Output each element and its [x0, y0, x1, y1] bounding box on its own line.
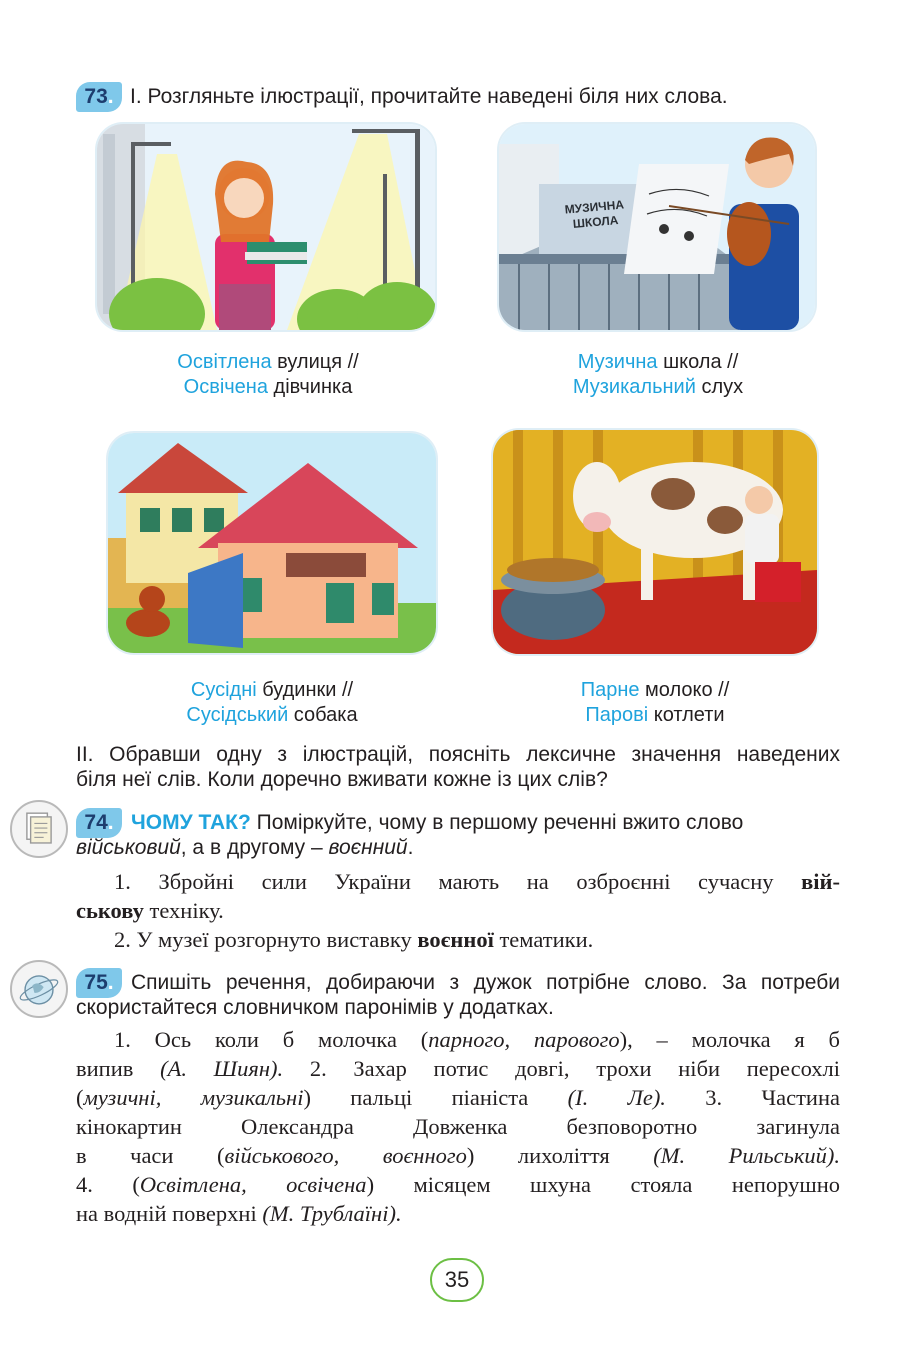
exercise-73-part2-line2: біля неї слів. Коли доречно вживати кожне із цих слів?: [76, 768, 608, 791]
caption-street: Освітлена вулиця // Освічена дівчинка: [177, 351, 359, 398]
exercise-74-number: 74.: [76, 808, 122, 838]
exercise-75-instruction-line1: Спишіть речення, добираючи з дужок потрібне слово. За потреби: [131, 971, 840, 994]
caption-music: Музична школа // Музикальний слух: [572, 351, 744, 398]
caption-houses: Сусідні будинки // Сусідський собака: [186, 679, 358, 726]
caption-milk: Парне молоко // Парові котлети: [580, 679, 730, 726]
exercise-73-part2-line1: II. Обравши одну з ілюстрацій, поясніть лексичне значення наведених: [76, 743, 840, 766]
exercise-74-instruction-line2: військовий, а в другому – воєнний.: [76, 836, 414, 859]
notes-icon: [10, 800, 68, 858]
illustration-neighbor-houses: [108, 433, 436, 653]
page-number: 35: [430, 1258, 484, 1302]
illustration-music-school: [499, 124, 815, 330]
exercise-74-instruction-line1: ЧОМУ ТАК? Поміркуйте, чому в першому реченні вжито слово: [131, 811, 744, 834]
exercise-73-instruction: I. Розгляньте ілюстрації, прочитайте наведені біля них слова.: [130, 85, 728, 108]
exercise-75-instruction-line2: скористайтеся словничком паронімів у додатках.: [76, 996, 554, 1019]
music-school-sign: МУЗИЧНА ШКОЛА: [564, 197, 625, 231]
illustration-cow-milk: [493, 430, 817, 654]
exercise-75-text: 1. Ось коли б молочка (парного, парового), – молочка я б випив (А. Шиян). 2. Захар потис довгі, трохи ніби пересохлі (музичні, музикальні) пальці піаніста (І. Ле). 3. Частина кінокартин Олександра Довженка безповоротно загинула в часи (військового, воєнного) лихоліття (М. Рильський). 4. (Освітлена, освічена) місяцем шхуна стояла непорушно на водній поверхні (М. Трублаїні).: [76, 1027, 841, 1226]
exercise-75-number: 75.: [76, 968, 122, 998]
globe-icon: [10, 960, 68, 1018]
illustration-lit-street: [97, 124, 435, 330]
exercise-74-sentences: 1. Збройні сили України мають на озброєнні сучасну вій- ськову техніку. 2. У музеї розгорнуто виставку воєнної тематики.: [76, 869, 840, 952]
exercise-73-number: 73.: [76, 82, 122, 112]
